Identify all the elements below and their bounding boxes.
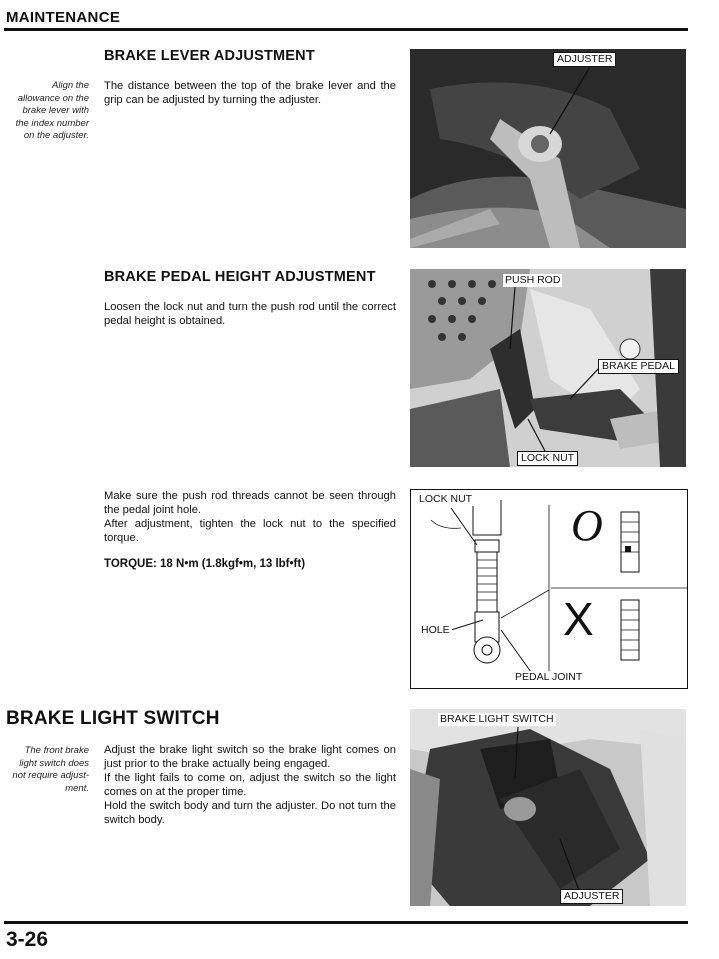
side-note-line: light switch does [19, 757, 89, 769]
switch-text-line: Hold the switch body and turn the adjuster. Do not turn the switch body. [104, 800, 396, 826]
side-note-line: on the adjuster. [23, 130, 89, 142]
switch-text-line: Adjust the brake light switch so the brake light comes on just prior to the brake actually being engaged. [104, 744, 396, 770]
switch-text-line: If the light fails to come on, adjust the switch so the light comes on at the proper time. [104, 772, 396, 798]
torque-label: TORQUE: [104, 558, 157, 570]
brake-lever-title: BRAKE LEVER ADJUSTMENT [104, 48, 315, 64]
side-note-line: allowance on the [17, 92, 89, 104]
side-note-line: ment. [65, 782, 89, 794]
push-rod-check-line: Make sure the push rod threads cannot be seen through the pedal joint hole. [104, 490, 396, 516]
page-number: 3-26 [6, 928, 49, 951]
diagram-hole-label: HOLE [421, 624, 450, 636]
torque-value: 18 N•m (1.8kgf•m, 13 lbf•ft) [160, 558, 306, 570]
brake-pedal-title: BRAKE PEDAL HEIGHT ADJUSTMENT [104, 269, 376, 285]
tighten-lock-nut-line: After adjustment, tighten the lock nut to the specified torque. [104, 518, 396, 544]
torque-spec [104, 558, 404, 570]
brake-lever-photo [410, 49, 686, 248]
side-note-line: not require adjust- [12, 770, 89, 782]
ok-mark: O [571, 501, 603, 550]
side-note-line: Align the [52, 80, 89, 91]
brake-light-switch-title: BRAKE LIGHT SWITCH [6, 708, 220, 729]
lock-nut-callout: LOCK NUT [517, 451, 578, 466]
footer-rule [4, 921, 688, 924]
header-rule [4, 28, 688, 31]
diagram-pedal-joint-label: PEDAL JOINT [515, 671, 583, 683]
brake-light-switch-side-note [6, 745, 89, 795]
push-rod-callout: PUSH ROD [505, 274, 561, 286]
diagram-lock-nut-label: LOCK NUT [419, 493, 473, 505]
ng-mark: X [563, 593, 594, 645]
push-rod-check-text [104, 489, 396, 545]
adjuster-callout: ADJUSTER [553, 52, 616, 67]
brake-light-switch-text [104, 743, 396, 827]
side-note-line: brake lever with [22, 105, 89, 117]
switch-adjuster-callout: ADJUSTER [560, 889, 623, 904]
brake-pedal-photo [410, 269, 686, 467]
brake-lever-text: The distance between the top of the brake lever and the grip can be adjusted by turning the adjuster. [104, 80, 396, 106]
side-note-line: the index number [15, 117, 89, 129]
brake-pedal-callout: BRAKE PEDAL [598, 359, 679, 374]
brake-pedal-text: Loosen the lock nut and turn the push rod until the correct pedal height is obtained. [104, 301, 396, 327]
side-note-line: The front brake [24, 745, 89, 756]
push-rod-diagram [410, 489, 688, 689]
section-header: MAINTENANCE [6, 9, 121, 26]
brake-light-switch-photo [410, 709, 686, 906]
brake-lever-side-note [6, 80, 89, 143]
switch-callout: BRAKE LIGHT SWITCH [440, 713, 554, 725]
